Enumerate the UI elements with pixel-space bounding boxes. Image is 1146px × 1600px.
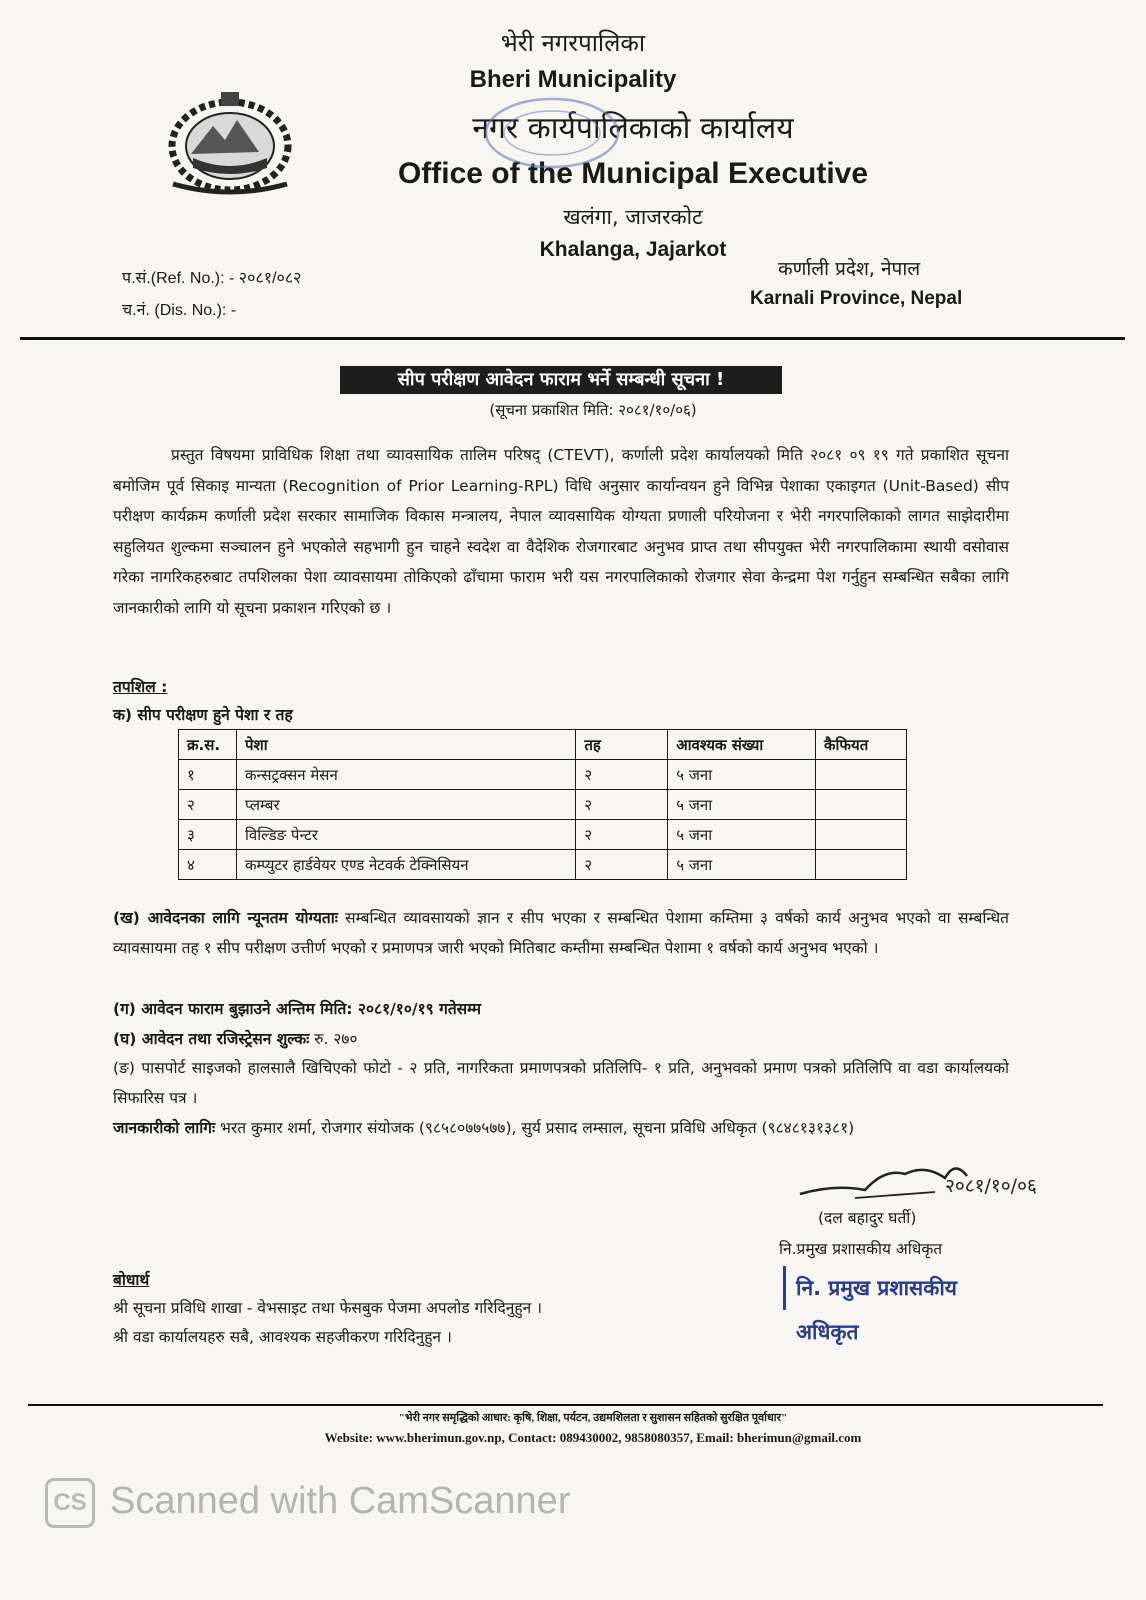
dispatch-number: च.नं. (Dis. No.): - xyxy=(122,302,237,319)
section-contact: जानकारीको लागिः भरत कुमार शर्मा, रोजगार संयोजक (९८५८०७७५७७), सुर्य प्रसाद लम्साल, सूचना प्रविधि अधिकृत (९८४८१३१३८१) xyxy=(113,1119,855,1137)
cell-occupation: कन्सट्रक्सन मेसन xyxy=(236,760,575,790)
official-stamp: नि. प्रमुख प्रशासकीय अधिकृत xyxy=(783,1266,1008,1310)
header-divider xyxy=(20,337,1125,340)
cc-line: श्री वडा कार्यालयहरु सबै, आवश्यक सहजीकरण गरिदिनुहुन । xyxy=(113,1328,452,1346)
office-name-en: Office of the Municipal Executive xyxy=(397,157,869,190)
cell-serial: १ xyxy=(179,760,237,790)
cell-count: ५ जना xyxy=(668,850,816,880)
cell-occupation: विल्डिङ पेन्टर xyxy=(236,820,575,850)
cell-level: २ xyxy=(576,850,668,880)
cell-remarks xyxy=(816,760,907,790)
section-ga-deadline: (ग) आवेदन फाराम बुझाउने अन्तिम मिति: २०८१/१०/१९ गतेसम्म xyxy=(113,1000,482,1018)
cell-serial: ३ xyxy=(179,820,237,850)
col-level: तह xyxy=(576,730,668,760)
municipality-name-en: Bheri Municipality xyxy=(469,66,677,93)
cell-remarks xyxy=(816,790,907,820)
col-required-count: आवश्यक संख्या xyxy=(668,730,816,760)
province-en: Karnali Province, Nepal xyxy=(750,288,963,309)
schedule-subheading: क) सीप परीक्षण हुने पेशा र तह xyxy=(113,706,293,724)
footer-contact: Website: www.bherimun.gov.np, Contact: 089430002, 9858080357, Email: bherimun@gmail.com xyxy=(324,1430,862,1445)
col-serial: क्र.स. xyxy=(179,730,237,760)
footer-divider xyxy=(28,1404,1103,1406)
camscanner-logo: CS xyxy=(45,1478,95,1528)
table-row xyxy=(179,820,907,850)
table-row xyxy=(179,850,907,880)
reference-number: प.सं.(Ref. No.): - २०८१/०८२ xyxy=(122,270,302,287)
cell-serial: २ xyxy=(179,790,237,820)
cell-remarks xyxy=(816,850,907,880)
section-gha-fee: (घ) आवेदन तथा रजिस्ट्रेसन शुल्कः रु. २७० xyxy=(113,1030,358,1048)
col-occupation: पेशा xyxy=(236,730,575,760)
nepal-emblem-icon xyxy=(163,88,298,198)
cell-level: २ xyxy=(576,790,668,820)
cell-level: २ xyxy=(576,760,668,790)
camscanner-watermark: Scanned with CamScanner xyxy=(110,1480,571,1522)
cell-occupation: प्लम्बर xyxy=(236,790,575,820)
section-nga-documents: (ङ) पासपोर्ट साइजको हालसालै खिचिएको फोटो - २ प्रति, नागरिकता प्रमाणपत्रको प्रतिलिपि- १ प्रति, अनुभवको प्रमाण पत्रको प्रतिलिपि वा वडा कार्यालयको सिफारिस पत्र । xyxy=(113,1059,1009,1107)
table-row xyxy=(179,760,907,790)
office-location-en: Khalanga, Jajarkot xyxy=(539,238,727,261)
schedule-heading: तपशिल : xyxy=(113,678,168,696)
cc-heading: बोधार्थ xyxy=(113,1271,150,1289)
signature-date: २०८१/१०/०६ xyxy=(945,1175,1037,1197)
cell-count: ५ जना xyxy=(668,760,816,790)
office-stamp-icon xyxy=(480,93,625,173)
notice-body: प्रस्तुत विषयमा प्राविधिक शिक्षा तथा व्यावसायिक तालिम परिषद् (CTEVT), कर्णाली प्रदेश कार्यालयको मिति २०८१ ०९ १९ गते प्रकाशित सूचना बमोजिम पूर्व सिकाइ मान्यता (Recognition of Prior Learning-RPL) विधि अनुसार कार्यान्वयन हुने विभिन्न पेशाका एकाइगत (Unit-Based) सीप परीक्षण कार्यक्रम कर्णाली प्रदेश सरकार सामाजिक विकास मन्त्रालय, नेपाल व्यावसायिक योग्यता प्रणाली परियोजना र भेरी नगरपालिकाको लागत साझेदारीमा सहुलियत शुल्कमा सञ्चालन हुने भएकोले सहभागी हुन चाहने स्वदेश वा वैदेशिक रोजगारबाट अनुभव प्राप्त तथा सीपयुक्त भेरी नगरपालिकामा स्थायी वसोवास गरेका नागरिकहरुबाट तपशिलका पेशा व्यावसायमा तोकिएको ढाँचामा फाराम भरी यस नगरपालिकाको रोजगार सेवा केन्द्रमा पेश गर्नुहुन सम्बन्धित सबैका लागि जानकारीको लागि यो सूचना प्रकाशन गरिएको छ । xyxy=(113,446,1009,617)
published-date: (सूचना प्रकाशित मिति: २०८१/१०/०६) xyxy=(489,401,697,419)
cell-level: २ xyxy=(576,820,668,850)
office-name-np: नगर कार्यपालिकाको कार्यालय xyxy=(472,111,794,146)
cell-serial: ४ xyxy=(179,850,237,880)
notice-title: सीप परीक्षण आवेदन फाराम भर्ने सम्बन्धी सूचना ! xyxy=(340,366,782,394)
cell-count: ५ जना xyxy=(668,790,816,820)
signatory-name: (दल बहादुर घर्ती) xyxy=(818,1209,917,1227)
cell-remarks xyxy=(816,820,907,850)
footer-motto: "भेरी नगर समृद्धिको आधार: कृषि, शिक्षा, पर्यटन, उद्यमशिलता र सुशासन सहितको सुरक्षित पूर्वाधार" xyxy=(398,1412,788,1424)
handwritten-signature xyxy=(795,1148,1055,1210)
cc-line: श्री सूचना प्रविधि शाखा - वेभसाइट तथा फेसबुक पेजमा अपलोड गरिदिनुहुन । xyxy=(113,1299,543,1317)
cell-occupation: कम्प्युटर हार्डवेयर एण्ड नेटवर्क टेक्निसियन xyxy=(236,850,575,880)
signatory-title: नि.प्रमुख प्रशासकीय अधिकृत xyxy=(779,1240,943,1258)
occupation-table xyxy=(178,729,907,880)
office-location-np: खलंगा, जाजरकोट xyxy=(563,205,703,229)
section-kha-eligibility: (ख) आवेदनका लागि न्यूनतम योग्यताः सम्बन्धित व्यावसायको ज्ञान र सीप भएका र सम्बन्धित पेशामा कम्तिमा ३ वर्षको कार्य अनुभव भएको वा सम्बन्धित व्यावसायमा तह १ सीप परीक्षण उत्तीर्ण भएको र प्रमाणपत्र जारी भएको मितिबाट कम्तीमा सम्बन्धित पेशामा १ वर्षको कार्य अनुभव भएको । xyxy=(113,909,1009,957)
table-row xyxy=(179,790,907,820)
municipality-name-np: भेरी नगरपालिका xyxy=(500,29,646,57)
cell-count: ५ जना xyxy=(668,820,816,850)
col-remarks: कैफियत xyxy=(816,730,907,760)
table-header-row xyxy=(179,730,907,760)
province-np: कर्णाली प्रदेश, नेपाल xyxy=(778,258,921,280)
